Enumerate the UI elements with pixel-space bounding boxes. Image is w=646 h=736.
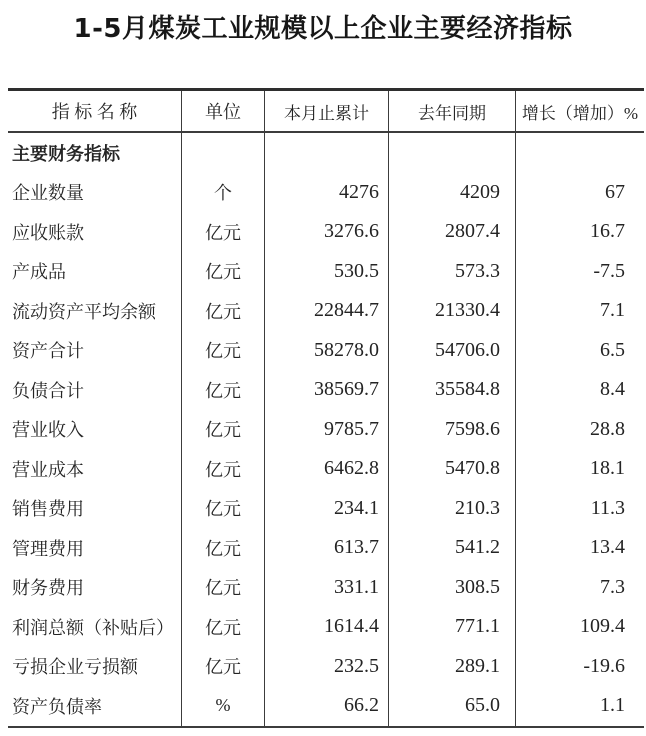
previous-value-cell: 573.3 — [388, 252, 515, 292]
indicator-name-cell: 企业数量 — [12, 183, 84, 204]
indicator-name-cell: 主要财务指标 — [12, 143, 120, 164]
indicator-name-cell: 流动资产平均余额 — [12, 301, 156, 322]
indicator-name-cell: 利润总额（补贴后） — [12, 617, 174, 638]
unit-cell: 亿元 — [181, 607, 264, 647]
section-header-row — [8, 133, 644, 173]
unit-cell: 亿元 — [181, 291, 264, 331]
growth-value-cell: 28.8 — [515, 410, 644, 450]
previous-value-cell: 54706.0 — [388, 331, 515, 371]
unit-cell: 亿元 — [181, 212, 264, 252]
previous-value-cell: 308.5 — [388, 568, 515, 608]
growth-value-cell: 8.4 — [515, 370, 644, 410]
current-value-cell: 38569.7 — [264, 370, 388, 410]
page-title: 1-5月煤炭工业规模以上企业主要经济指标 — [73, 14, 573, 44]
table-row — [8, 607, 644, 647]
indicator-name-cell: 资产合计 — [12, 341, 84, 362]
growth-value-cell: 109.4 — [515, 607, 644, 647]
col-header-month-cumulative: 本月止累计 — [264, 91, 388, 131]
indicator-name-cell: 负债合计 — [12, 380, 84, 401]
current-value-cell: 232.5 — [264, 647, 388, 687]
indicator-name-cell: 产成品 — [12, 262, 66, 283]
table-header-row — [8, 91, 644, 133]
current-value-cell: 530.5 — [264, 252, 388, 292]
growth-value-cell: 6.5 — [515, 331, 644, 371]
growth-value-cell: -19.6 — [515, 647, 644, 687]
indicator-name-cell: 管理费用 — [12, 538, 84, 559]
unit-cell: 亿元 — [181, 489, 264, 529]
col-header-last-year-same-period: 去年同期 — [388, 91, 515, 131]
col-header-indicator-name: 指 标 名 称 — [51, 102, 138, 122]
indicator-name-cell: 资产负债率 — [12, 696, 102, 717]
col-header-unit: 单位 — [181, 91, 264, 131]
current-value-cell: 331.1 — [264, 568, 388, 608]
growth-value-cell: -7.5 — [515, 252, 644, 292]
current-value-cell: 234.1 — [264, 489, 388, 529]
growth-value-cell: 67 — [515, 173, 644, 213]
growth-value-cell: 11.3 — [515, 489, 644, 529]
table-row — [8, 370, 644, 410]
unit-cell: 亿元 — [181, 410, 264, 450]
growth-value-cell: 13.4 — [515, 528, 644, 568]
growth-value-cell — [515, 133, 644, 173]
previous-value-cell: 210.3 — [388, 489, 515, 529]
growth-value-cell: 7.1 — [515, 291, 644, 331]
unit-cell — [181, 133, 264, 173]
previous-value-cell: 541.2 — [388, 528, 515, 568]
unit-cell: 亿元 — [181, 370, 264, 410]
growth-value-cell: 16.7 — [515, 212, 644, 252]
unit-cell: 个 — [181, 173, 264, 213]
unit-cell: 亿元 — [181, 647, 264, 687]
table-row — [8, 489, 644, 529]
previous-value-cell: 5470.8 — [388, 449, 515, 489]
current-value-cell: 58278.0 — [264, 331, 388, 371]
previous-value-cell: 4209 — [388, 173, 515, 213]
unit-cell: 亿元 — [181, 568, 264, 608]
table-row — [8, 410, 644, 450]
previous-value-cell: 35584.8 — [388, 370, 515, 410]
indicator-name-cell: 亏损企业亏损额 — [12, 657, 138, 678]
table-row — [8, 331, 644, 371]
current-value-cell: 66.2 — [264, 686, 388, 726]
table-row — [8, 686, 644, 726]
unit-cell: 亿元 — [181, 449, 264, 489]
current-value-cell: 613.7 — [264, 528, 388, 568]
table-row — [8, 568, 644, 608]
unit-cell: 亿元 — [181, 331, 264, 371]
current-value-cell — [264, 133, 388, 173]
growth-value-cell: 7.3 — [515, 568, 644, 608]
table-row — [8, 647, 644, 687]
indicator-name-cell: 财务费用 — [12, 578, 84, 599]
previous-value-cell: 21330.4 — [388, 291, 515, 331]
current-value-cell: 4276 — [264, 173, 388, 213]
col-header-growth-percent: 增长（增加）% — [515, 91, 644, 131]
unit-cell: 亿元 — [181, 252, 264, 292]
current-value-cell: 3276.6 — [264, 212, 388, 252]
current-value-cell: 6462.8 — [264, 449, 388, 489]
table-row — [8, 212, 644, 252]
table-row — [8, 449, 644, 489]
table-row — [8, 528, 644, 568]
growth-value-cell: 18.1 — [515, 449, 644, 489]
previous-value-cell: 65.0 — [388, 686, 515, 726]
table-rows — [8, 133, 644, 726]
current-value-cell: 22844.7 — [264, 291, 388, 331]
table-row — [8, 291, 644, 331]
current-value-cell: 1614.4 — [264, 607, 388, 647]
table-row — [8, 252, 644, 292]
growth-value-cell: 1.1 — [515, 686, 644, 726]
economic-indicators-table — [8, 88, 644, 728]
unit-cell: % — [181, 686, 264, 726]
previous-value-cell: 771.1 — [388, 607, 515, 647]
indicator-name-cell: 销售费用 — [12, 499, 84, 520]
previous-value-cell — [388, 133, 515, 173]
unit-cell: 亿元 — [181, 528, 264, 568]
previous-value-cell: 289.1 — [388, 647, 515, 687]
current-value-cell: 9785.7 — [264, 410, 388, 450]
indicator-name-cell: 营业成本 — [12, 459, 84, 480]
table-row — [8, 173, 644, 213]
previous-value-cell: 7598.6 — [388, 410, 515, 450]
indicator-name-cell: 营业收入 — [12, 420, 84, 441]
indicator-name-cell: 应收账款 — [12, 222, 84, 243]
previous-value-cell: 2807.4 — [388, 212, 515, 252]
